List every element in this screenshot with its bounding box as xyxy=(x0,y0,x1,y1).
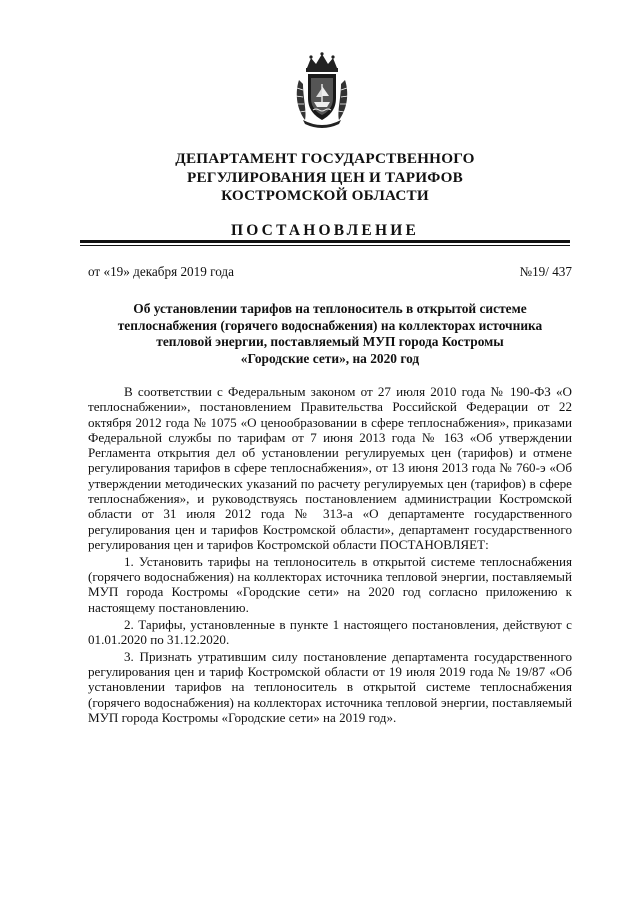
subject-line-3: тепловой энергии, поставляемый МУП города Костромы xyxy=(156,334,504,350)
department-line-1: ДЕПАРТАМЕНТ ГОСУДАРСТВЕННОГО xyxy=(175,150,475,167)
preamble-paragraph: В соответствии с Федеральным законом от 27 июля 2010 года № 190-ФЗ «О теплоснабжении», постановлением Правительства Российской Федерации от 22 октября 2012 года № 1075 «О ценообразовании в сфере теплоснабжения», приказами Федеральной службы по тарифам от 7 июня 2013 года № 163 «Об утверждении Регламента открытия дел об установлении регулируемых цен (тарифов) и отмене регулирования тарифов в сфере теплоснабжения», от 13 июня 2013 года № 760-э «Об утверждении методических указаний по расчету регулируемых цен (тарифов) в сфере теплоснабжения», и руководствуясь постановлением администрации Костромской области от 31 июля 2012 года № 313-а «О департаменте государственного регулирования цен и тарифов Костромской области», департамент государственного регулирования цен и тарифов Костромской области ПОСТАНОВЛЯЕТ: xyxy=(88,384,572,552)
department-name xyxy=(100,150,550,206)
coat-of-arms-icon xyxy=(293,52,351,128)
clause-1-paragraph: 1. Установить тарифы на теплоноситель в открытой системе теплоснабжения (горячего водоснабжения) на коллекторах источника тепловой энергии, поставляемый МУП города Костромы «Городские сети» на 2020 год согласно приложению к настоящему постановлению. xyxy=(88,553,572,615)
document-body xyxy=(88,384,572,725)
department-line-2: РЕГУЛИРОВАНИЯ ЦЕН И ТАРИФОВ xyxy=(186,168,464,186)
header-divider-thick xyxy=(80,240,570,243)
subject-line-1: Об установлении тарифов на теплоноситель в открытой системе xyxy=(133,301,527,316)
document-number: №19/ 437 xyxy=(519,264,572,279)
header-divider-thin xyxy=(80,245,570,246)
document-date: от «19» декабря 2019 года xyxy=(88,264,234,279)
subject-line-2: теплоснабжения (горячего водоснабжения) на коллекторах источника xyxy=(117,317,543,333)
document-type-title: ПОСТАНОВЛЕНИЕ xyxy=(230,222,420,239)
subject-line-4: «Городские сети», на 2020 год xyxy=(240,350,420,366)
department-line-3: КОСТРОМСКОЙ ОБЛАСТИ xyxy=(221,187,429,204)
clause-2-paragraph: 2. Тарифы, установленные в пункте 1 настоящего постановления, действуют с 01.01.2020 по 31.12.2020. xyxy=(88,616,572,647)
document-subject xyxy=(95,301,565,367)
clause-3-paragraph: 3. Признать утратившим силу постановление департамента государственного регулирования цен и тариф Костромской области от 19 июля 2019 года № 19/87 «Об установлении тарифов на теплоноситель в открытой системе теплоснабжения (горячего водоснабжения) на коллекторах источника тепловой энергии, поставляемый МУП города Костромы «Городские сети» на 2019 год». xyxy=(88,648,572,726)
